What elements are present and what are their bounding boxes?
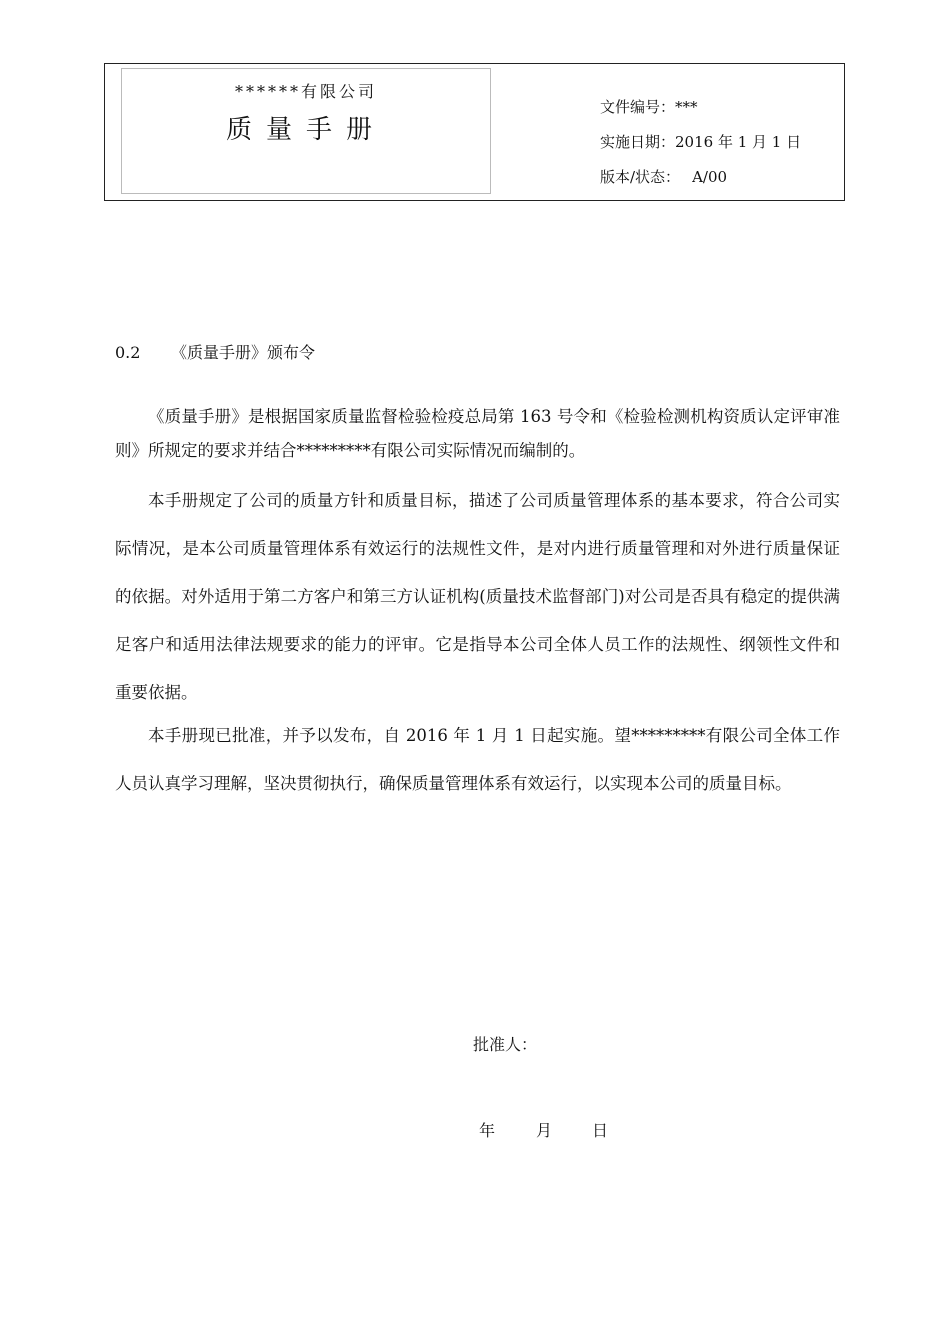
day-label: 日: [592, 1121, 609, 1140]
section-heading: [115, 340, 315, 363]
file-number-value: ***: [675, 98, 698, 116]
paragraph-basis: 《质量手册》是根据国家质量监督检验检疫总局第 163 号令和《检验检测机构资质认定评审准则》所规定的要求并结合*********有限公司实际情况而编制的。: [115, 407, 840, 460]
implementation-date-label: 实施日期：: [600, 133, 676, 151]
implementation-date-value: 2016 年 1 月 1 日: [675, 133, 802, 151]
paragraph-approval: 本手册现已批准，并予以发布，自 2016 年 1 月 1 日起实施。望*********有限公司全体工作人员认真学习理解，坚决贯彻执行，确保质量管理体系有效运行，以实现本公司的质量目标。: [115, 726, 840, 793]
document-header: [104, 63, 845, 201]
year-label: 年: [479, 1121, 496, 1140]
version-status: [600, 166, 727, 187]
manual-title: 质量手册: [225, 115, 386, 145]
file-number-label: 文件编号：: [600, 98, 676, 116]
signature-date: [479, 1118, 608, 1141]
file-number: [600, 96, 698, 117]
title-block: [121, 68, 491, 194]
version-status-label: 版本/状态：: [600, 168, 681, 186]
approver-label: 批准人：: [473, 1035, 538, 1054]
section-number: 0.2: [115, 343, 141, 362]
implementation-date: [600, 131, 801, 152]
version-status-value: A/00: [692, 168, 728, 186]
month-label: 月: [536, 1121, 553, 1140]
company-name: ******有限公司: [234, 82, 377, 101]
section-title: 《质量手册》颁布令: [171, 343, 316, 362]
paragraph-scope: 本手册规定了公司的质量方针和质量目标，描述了公司质量管理体系的基本要求，符合公司实际情况，是本公司质量管理体系有效运行的法规性文件，是对内进行质量管理和对外进行质量保证的依据。对外适用于第二方客户和第三方认证机构(质量技术监督部门)对公司是否具有稳定的提供满足客户和适用法律法规要求的能力的评审。它是指导本公司全体人员工作的法规性、纲领性文件和重要依据。: [115, 491, 840, 702]
